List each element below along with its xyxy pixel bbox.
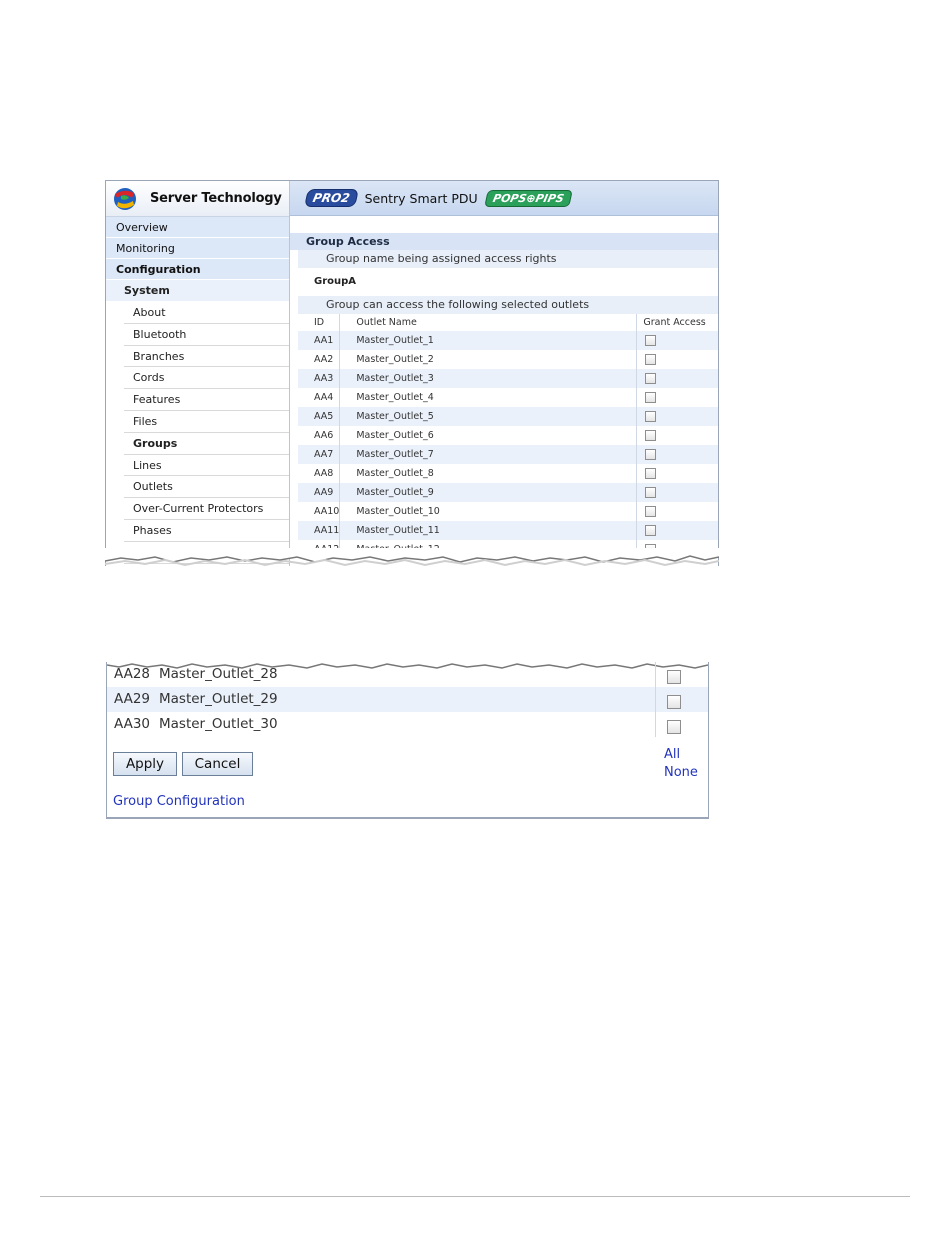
sidebar-item-features[interactable]: Features (124, 389, 289, 411)
outlet-id: AA4 (314, 392, 334, 403)
table-row (298, 464, 718, 483)
grant-access-cell (655, 712, 709, 737)
grant-access-cell (637, 369, 718, 388)
outlet-name: Master_Outlet_9 (340, 483, 637, 502)
sidebar-item-over-current-protectors[interactable]: Over-Current Protectors (124, 498, 289, 520)
product-header (290, 181, 718, 216)
outlet-name: Master_Outlet_10 (340, 502, 637, 521)
main-panel (290, 181, 718, 566)
group-name-label: Group name being assigned access rights (298, 250, 718, 268)
grant-access-checkbox[interactable] (645, 335, 656, 346)
grant-access-checkbox[interactable] (667, 670, 681, 684)
web-ui-screenshot-top (105, 180, 719, 566)
outlet-id: AA6 (314, 430, 334, 441)
outlet-id: AA11 (298, 521, 340, 540)
table-row (107, 712, 708, 737)
outlet-name: Master_Outlet_3 (340, 369, 637, 388)
sidebar-item-bluetooth[interactable]: Bluetooth (124, 324, 289, 346)
table-row (107, 687, 708, 712)
sidebar-item-lines[interactable]: Lines (124, 455, 289, 477)
table-row (298, 407, 718, 426)
grant-access-checkbox[interactable] (645, 392, 656, 403)
table-row (298, 521, 718, 540)
grant-access-checkbox[interactable] (645, 411, 656, 422)
grant-access-cell (637, 445, 718, 464)
outlet-id: AA7 (298, 445, 340, 464)
outlet-name: Master_Outlet_5 (340, 407, 637, 426)
server-technology-logo-icon (112, 186, 138, 212)
table-row (298, 331, 718, 350)
outlet-name: Master_Outlet_30 (159, 716, 278, 732)
cancel-button[interactable]: Cancel (182, 752, 253, 776)
outlet-access-table (298, 314, 718, 559)
outlet-id: AA29 (114, 691, 151, 707)
outlet-id: AA1 (298, 331, 340, 350)
sidebar-item-cords[interactable]: Cords (124, 367, 289, 389)
sidebar-item-monitoring[interactable]: Monitoring (106, 238, 289, 259)
outlet-name: Master_Outlet_6 (340, 426, 637, 445)
sidebar-item-outlets[interactable]: Outlets (124, 476, 289, 498)
outlet-name: Master_Outlet_11 (340, 521, 637, 540)
grant-access-cell (637, 407, 718, 426)
sidebar-item-phases[interactable]: Phases (124, 520, 289, 542)
sidebar-item-overview[interactable]: Overview (106, 217, 289, 238)
column-header-grant: Grant Access (637, 314, 718, 331)
product-title: Sentry Smart PDU (364, 190, 478, 206)
brand-header (106, 181, 289, 217)
select-all-link[interactable]: All (664, 747, 681, 762)
grant-access-checkbox[interactable] (645, 468, 656, 479)
table-row (298, 483, 718, 502)
nav-list (106, 217, 289, 564)
sidebar-item-files[interactable]: Files (124, 411, 289, 433)
grant-access-checkbox[interactable] (645, 430, 656, 441)
outlet-name: Master_Outlet_4 (340, 388, 637, 407)
outlet-name: Master_Outlet_1 (340, 331, 637, 350)
section-title: Group Access (290, 233, 718, 250)
outlet-name: Master_Outlet_8 (340, 464, 637, 483)
table-row (107, 662, 708, 687)
grant-access-cell (637, 521, 718, 540)
grant-access-cell (655, 687, 709, 712)
outlet-id: AA5 (298, 407, 340, 426)
grant-access-checkbox[interactable] (667, 720, 681, 734)
outlet-id: AA3 (298, 369, 340, 388)
table-row (298, 369, 718, 388)
outlet-id: AA10 (314, 506, 340, 517)
apply-button[interactable]: Apply (113, 752, 177, 776)
grant-access-cell (637, 350, 718, 369)
group-name-value: GroupA (314, 276, 357, 287)
outlets-label: Group can access the following selected outlets (298, 296, 718, 314)
grant-access-cell (637, 426, 718, 445)
outlet-id: AA8 (314, 468, 334, 479)
select-none-link[interactable]: None (664, 765, 698, 780)
sidebar-item-groups[interactable]: Groups (124, 433, 289, 455)
outlet-name: Master_Outlet_2 (340, 350, 637, 369)
outlet-id: AA28 (114, 666, 151, 682)
outlet-id: AA9 (298, 483, 340, 502)
table-header-row (298, 314, 718, 331)
table-row (298, 388, 718, 407)
outlet-name: Master_Outlet_7 (340, 445, 637, 464)
outlet-id: AA30 (114, 716, 151, 732)
table-row (298, 502, 718, 521)
table-row (298, 426, 718, 445)
sidebar-item-system[interactable]: System (106, 280, 289, 302)
grant-access-cell (637, 483, 718, 502)
group-configuration-link[interactable]: Group Configuration (113, 794, 245, 809)
sidebar-item-about[interactable]: About (124, 302, 289, 324)
grant-access-cell (637, 331, 718, 350)
grant-access-checkbox[interactable] (645, 487, 656, 498)
grant-access-cell (637, 464, 718, 483)
grant-access-cell (637, 388, 718, 407)
outlet-id: AA2 (314, 354, 334, 365)
grant-access-checkbox[interactable] (667, 695, 681, 709)
grant-access-cell (637, 502, 718, 521)
table-row (298, 445, 718, 464)
sidebar-item-branches[interactable]: Branches (124, 346, 289, 368)
grant-access-checkbox[interactable] (645, 373, 656, 384)
grant-access-cell (655, 662, 709, 687)
outlet-name: Master_Outlet_29 (159, 691, 278, 707)
pops-pips-badge: POPS⊕PIPS (484, 190, 572, 207)
outlet-name: Master_Outlet_28 (159, 666, 278, 682)
column-header-name: Outlet Name (340, 314, 637, 331)
grant-access-checkbox[interactable] (645, 354, 656, 365)
web-ui-screenshot-bottom (106, 662, 709, 819)
column-header-id: ID (314, 317, 325, 328)
brand-name: Server Technology (150, 191, 282, 206)
grant-access-checkbox[interactable] (645, 449, 656, 460)
table-row (298, 350, 718, 369)
torn-edge-decoration (105, 548, 719, 572)
grant-access-checkbox[interactable] (645, 506, 656, 517)
pro2-badge: PRO2 (304, 189, 358, 207)
sidebar-nav (106, 181, 290, 566)
footer-divider (40, 1196, 910, 1197)
sidebar-item-configuration[interactable]: Configuration (106, 259, 289, 280)
grant-access-checkbox[interactable] (645, 525, 656, 536)
